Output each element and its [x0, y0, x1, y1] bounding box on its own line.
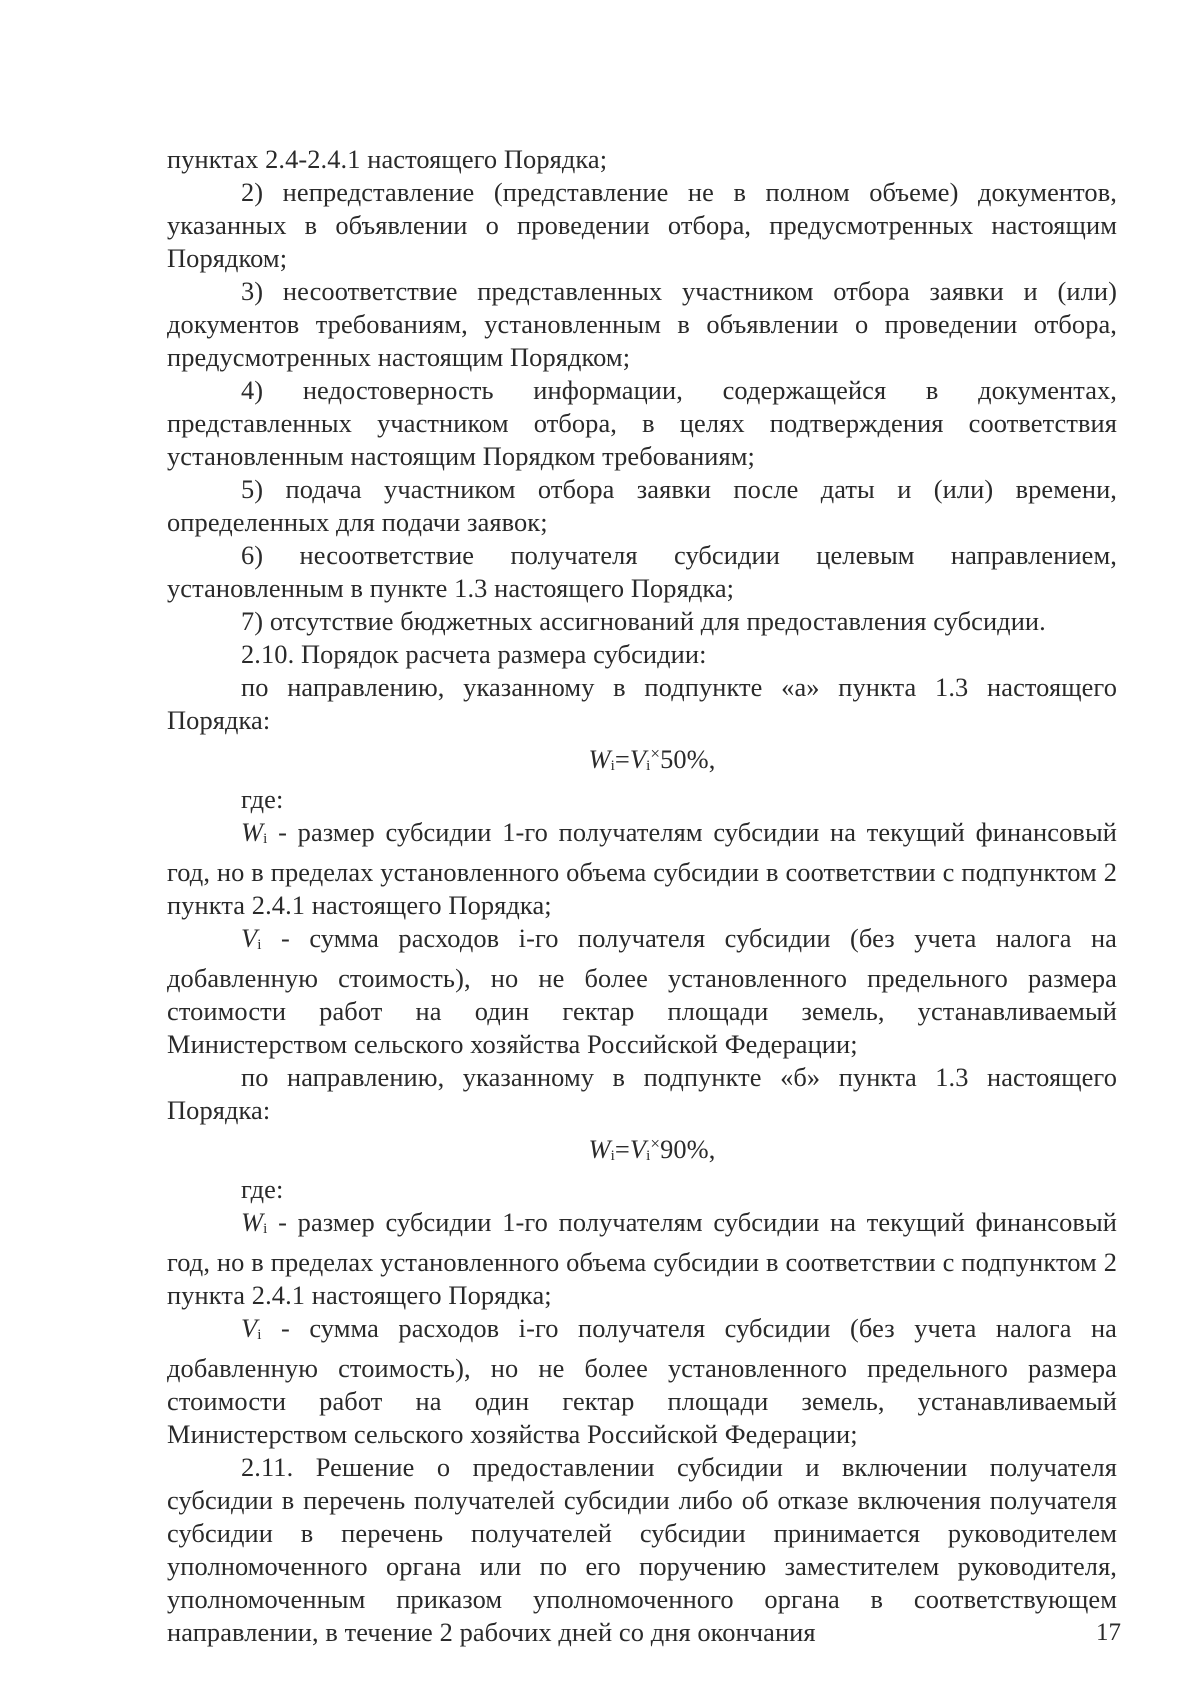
formula-rhs: V	[629, 744, 647, 774]
item-2: 2) непредставление (представление не в полном объеме) документов, указанных в объявлении о проведении отбора, предусмотренных настоящим Порядком;	[167, 177, 1117, 273]
item-5: 5) подача участником отбора заявки после даты и (или) времени, определенных для подачи заявок;	[167, 474, 1117, 537]
formula-multiply: ×	[650, 1134, 661, 1153]
v-index: i	[257, 1327, 262, 1343]
formula-rhs-index: i	[646, 1148, 651, 1164]
formula-rhs: V	[629, 1134, 647, 1164]
v-symbol: V	[241, 923, 258, 953]
w-symbol: W	[241, 817, 264, 847]
formula-equals: =	[614, 1134, 630, 1164]
w-symbol: W	[241, 1207, 264, 1237]
formula-lhs-index: i	[610, 1148, 615, 1164]
paragraph-continuation: пунктах 2.4-2.4.1 настоящего Порядка;	[167, 144, 608, 174]
w-definition	[167, 1206, 1117, 1312]
w-index: i	[263, 1221, 268, 1237]
v-index: i	[257, 937, 262, 953]
page-number: 17	[1096, 1619, 1121, 1646]
v-definition-text: - сумма расходов i-го получателя субсидии (без учета налога на добавленную стоимость), но не более установленного предельного размера стоимости работ на один гектар площади земель, устанавливаемый Министерством сельского хозяйства Российской Федерации;	[167, 1313, 1117, 1449]
item-3: 3) несоответствие представленных участником отбора заявки и (или) документов требованиям, установленным в объявлении о проведении отбора, предусмотренных настоящим Порядком;	[167, 276, 1117, 372]
section-2-11-paragraph: 2.11. Решение о предоставлении субсидии и включении получателя субсидии в перечень получателей субсидии либо об отказе включения получателя субсидии в перечень получателей субсидии принимается руководителем уполномоченного органа или по его поручению заместителем руководителя, уполномоченным приказом уполномоченного органа в соответствующем направлении, в течение 2 рабочих дней со дня окончания	[167, 1452, 1117, 1647]
formula-50	[167, 737, 1117, 783]
w-index: i	[263, 831, 268, 847]
w-definition-text: - размер субсидии 1-го получателям субсидии на текущий финансовый год, но в пределах установленного объема субсидии в соответствии с подпунктом 2 пункта 2.4.1 настоящего Порядка;	[167, 817, 1117, 920]
item-4: 4) недостоверность информации, содержащейся в документах, представленных участником отбора, в целях подтверждения соответствия установленным настоящим Порядком требованиям;	[167, 375, 1117, 471]
v-definition-text: - сумма расходов i-го получателя субсидии (без учета налога на добавленную стоимость), но не более установленного предельного размера стоимости работ на один гектар площади земель, устанавливаемый Министерством сельского хозяйства Российской Федерации;	[167, 923, 1117, 1059]
v-symbol: V	[241, 1313, 258, 1343]
where-label: где:	[241, 784, 284, 814]
item-6: 6) несоответствие получателя субсидии целевым направлением, установленным в пункте 1.3 настоящего Порядка;	[167, 540, 1117, 603]
formula-percent: 50%,	[660, 744, 716, 774]
where-label: где:	[241, 1174, 284, 1204]
item-7: 7) отсутствие бюджетных ассигнований для предоставления субсидии.	[241, 606, 1046, 636]
w-definition	[167, 816, 1117, 922]
formula-lhs: W	[588, 744, 611, 774]
document-page	[167, 143, 1117, 1649]
formula-lhs: W	[588, 1134, 611, 1164]
formula-90	[167, 1127, 1117, 1173]
formula-equals: =	[614, 744, 630, 774]
v-definition	[167, 922, 1117, 1061]
formula-multiply: ×	[650, 744, 661, 763]
formula-percent: 90%,	[660, 1134, 716, 1164]
formula-lhs-index: i	[610, 758, 615, 774]
formula-rhs-index: i	[646, 758, 651, 774]
direction-b-paragraph: по направлению, указанному в подпункте «б» пункта 1.3 настоящего Порядка:	[167, 1062, 1117, 1125]
w-definition-text: - размер субсидии 1-го получателям субсидии на текущий финансовый год, но в пределах установленного объема субсидии в соответствии с подпунктом 2 пункта 2.4.1 настоящего Порядка;	[167, 1207, 1117, 1310]
direction-a-paragraph: по направлению, указанному в подпункте «а» пункта 1.3 настоящего Порядка:	[167, 672, 1117, 735]
v-definition	[167, 1312, 1117, 1451]
section-2-10-heading: 2.10. Порядок расчета размера субсидии:	[241, 639, 707, 669]
